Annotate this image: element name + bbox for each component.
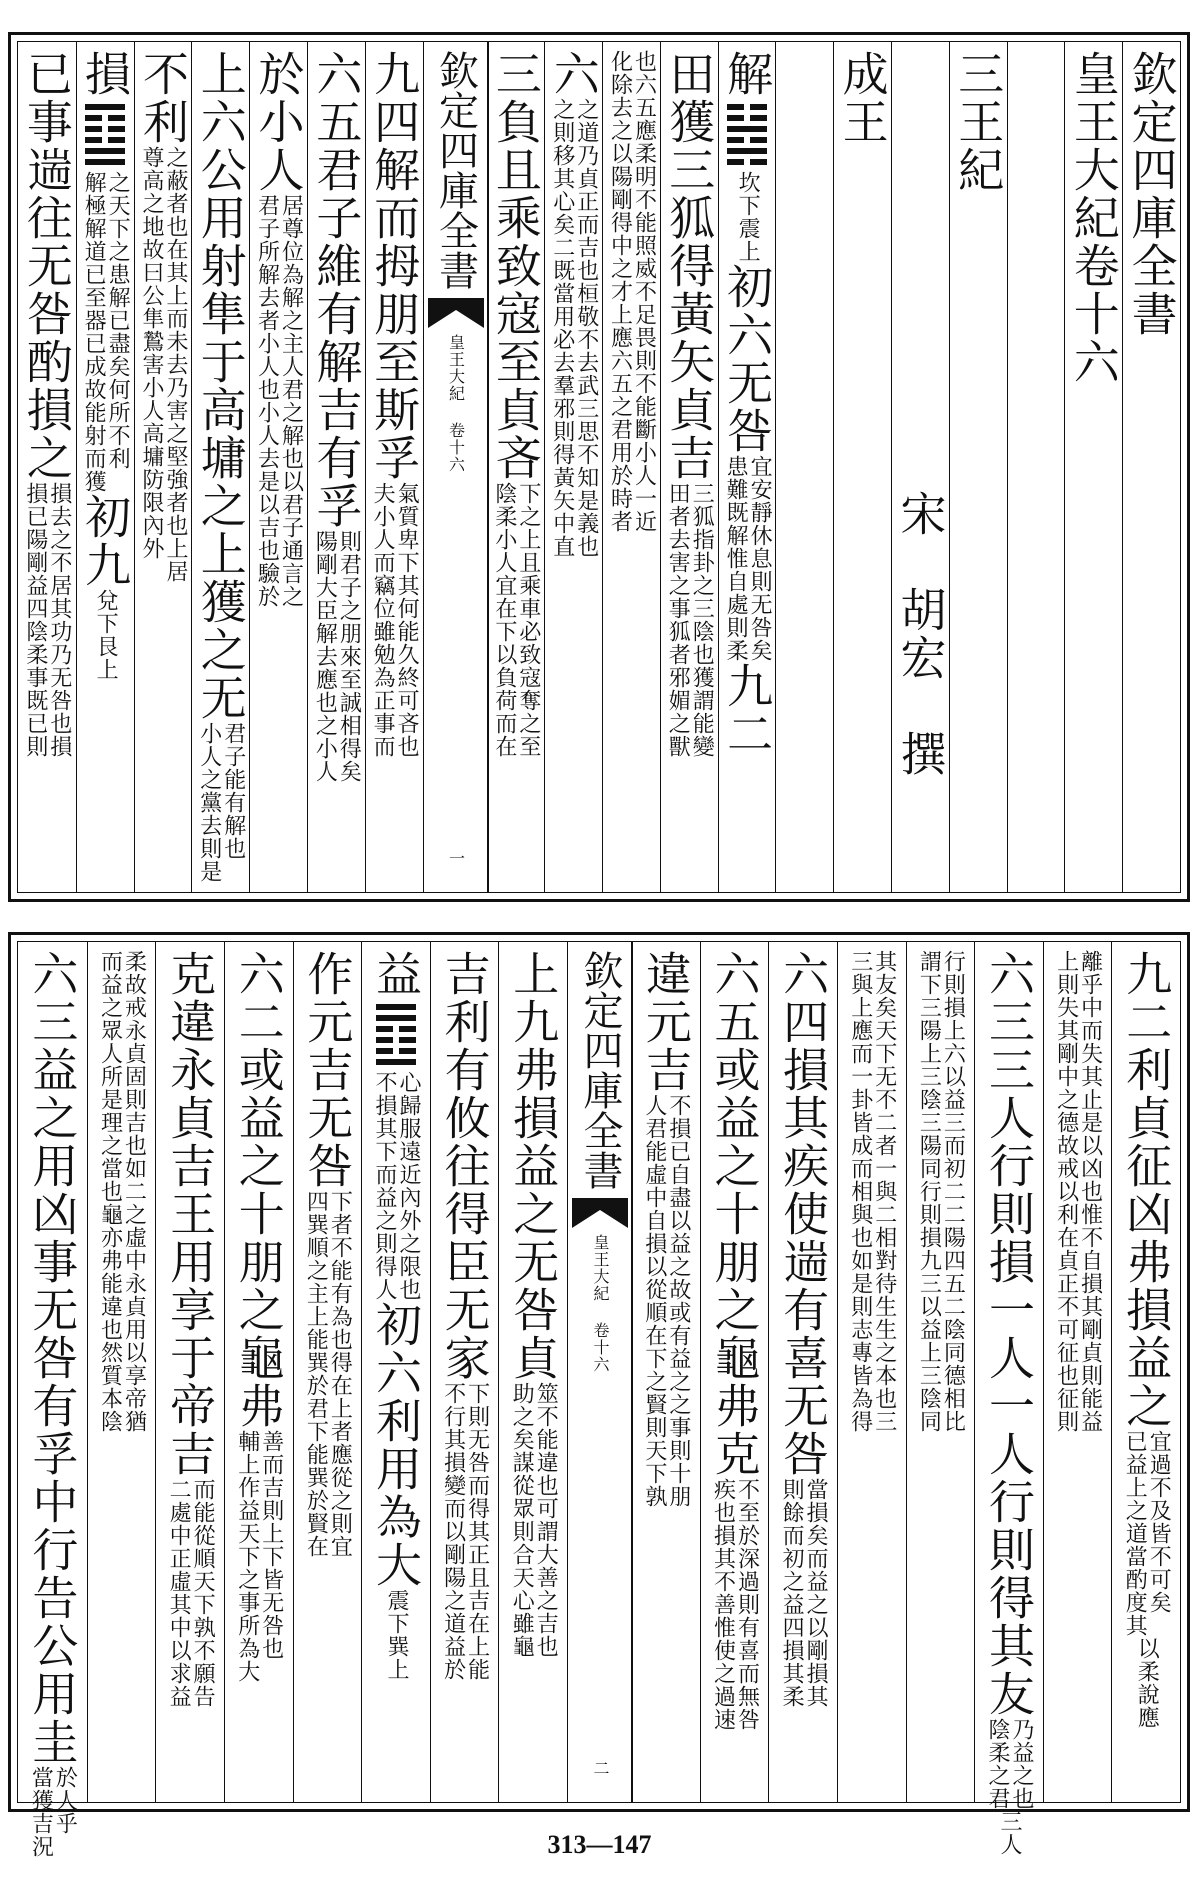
annotation-pair bbox=[665, 482, 715, 758]
annotation-pair bbox=[24, 482, 70, 758]
annotation-pair bbox=[442, 1382, 488, 1681]
annotation-line: 則君子之朋來至誠相得矣 bbox=[336, 530, 362, 783]
annotation-line: 解極解道已至器已成故能射而獲 bbox=[81, 171, 107, 493]
column-text: 欽定四庫全書 bbox=[1124, 50, 1179, 338]
text-column bbox=[18, 942, 87, 1858]
fishtail-mark-icon bbox=[428, 298, 484, 328]
main-text: 三負且乘致寇至貞吝 bbox=[488, 50, 543, 482]
main-text: 益 bbox=[368, 950, 423, 998]
text-column bbox=[191, 42, 249, 892]
annotation-pair bbox=[370, 482, 420, 758]
text-column bbox=[498, 942, 567, 1802]
fold-margin bbox=[423, 42, 489, 892]
annotation-line: 君子能有解也 bbox=[220, 722, 246, 860]
annotation-pair bbox=[312, 530, 362, 783]
text-column bbox=[87, 942, 156, 1802]
annotation-line: 而益之以剛損其 bbox=[803, 1547, 829, 1708]
annotation-line: 當獲吉況 bbox=[28, 1766, 54, 1858]
text-column bbox=[833, 42, 891, 892]
main-text: 六五君子維有解吉有孚 bbox=[309, 50, 364, 530]
annotation-line: 柔故戒永貞固則吉也如二之虛中永貞用以享帝猶 bbox=[121, 950, 147, 1433]
annotation-line: 上則失其剛中之德故戒以利在貞正不可征也征則 bbox=[1053, 950, 1079, 1433]
annotation-line: 小人之黨去則是 bbox=[196, 722, 222, 883]
annotation-line: 患難既解惟自處則柔 bbox=[723, 455, 749, 662]
text-column bbox=[602, 42, 660, 892]
main-text: 已事遄往无咎酌損之 bbox=[19, 50, 74, 482]
text-column bbox=[775, 42, 833, 892]
annotation-line: 謂下三陽上三陰三陽同行則損九三以益上三陰同 bbox=[916, 950, 942, 1433]
main-text: 於小人 bbox=[251, 50, 306, 194]
annotation-line: 君子所解去者小人也小人去是以吉也驗於 bbox=[254, 194, 280, 608]
annotation-line: 陰柔小人宜在下以負荷而在 bbox=[491, 482, 517, 758]
annotation-line: 四巽順之主上能巽於君下能巽於賢在 bbox=[303, 1190, 329, 1558]
annotation-pair bbox=[710, 1478, 760, 1731]
annotation-line: 不至於深過則有喜而無咎 bbox=[734, 1478, 760, 1731]
annotation-line: 化除去之以陽剛得中之才上應六五之君用於時者 bbox=[607, 50, 633, 533]
text-column bbox=[718, 42, 776, 892]
annotation-line: 乃益之也 bbox=[1008, 1718, 1034, 1810]
column-text: 皇王大紀卷十六 bbox=[1066, 50, 1121, 386]
annotation-line: 疾也損其不善惟使之過速 bbox=[710, 1478, 736, 1731]
text-column bbox=[906, 942, 975, 1802]
annotation-pair bbox=[509, 1382, 559, 1658]
column-text: 宋 胡宏 撰 bbox=[893, 490, 948, 778]
annotation-line: 陽剛大臣解去應也之小人 bbox=[312, 530, 338, 783]
annotation-line: 初之益四損其柔 bbox=[779, 1547, 805, 1708]
annotation-pair bbox=[303, 1190, 353, 1558]
annotation-line: 不損其下而益之則得人 bbox=[371, 1071, 397, 1301]
annotation-pair bbox=[551, 98, 597, 558]
text-column bbox=[631, 942, 700, 1802]
main-text: 上九弗損益之无咎貞 bbox=[506, 950, 561, 1382]
annotation-line: 於人乎 bbox=[52, 1766, 78, 1835]
main-text: 六 bbox=[546, 50, 601, 98]
annotation-pair bbox=[373, 1071, 419, 1301]
main-text: 九二利貞征凶弗損益之 bbox=[1119, 950, 1174, 1430]
fold-page-number: 一 bbox=[446, 850, 466, 866]
annotation-line: 助之矣謀從眾則合天心雖龜 bbox=[509, 1382, 535, 1658]
annotation-line: 損已陽剛益四陰柔事既已則 bbox=[22, 482, 48, 758]
annotation-line: 三與上應而一卦皆成而相與也如是則志專皆為得 bbox=[847, 950, 873, 1433]
top-page bbox=[8, 32, 1190, 902]
text-column bbox=[1111, 942, 1180, 1802]
fold-page-number: 二 bbox=[591, 1760, 610, 1776]
text-column bbox=[365, 42, 423, 892]
annotation-line: 之天下之患解已盡矣何所不利 bbox=[105, 171, 131, 470]
annotation-line: 心歸服遠近內外之限也 bbox=[395, 1071, 421, 1301]
annotation-pair bbox=[779, 1547, 829, 1708]
main-text: 六五或益之十朋之龜弗克 bbox=[707, 950, 762, 1478]
main-text: 違元吉 bbox=[638, 950, 693, 1094]
annotation-line: 居尊位為解之主人君之解也以君子通言之 bbox=[278, 194, 304, 608]
annotation-line: 當損矣 bbox=[803, 1478, 829, 1547]
text-column bbox=[949, 42, 1007, 892]
annotation-pair bbox=[140, 146, 186, 583]
text-column bbox=[134, 42, 192, 892]
annotation-line: 已益上之道當酌度其 bbox=[1122, 1430, 1148, 1637]
annotation-line: 損去之不居其功乃无咎也損 bbox=[46, 482, 72, 758]
annotation-line: 下則无咎而得其正且吉在上能 bbox=[464, 1382, 490, 1681]
annotation-line: 坎下震上 bbox=[735, 171, 761, 263]
annotation-line: 之道乃貞正而吉也桓敬不去武三思不知是義也 bbox=[573, 98, 599, 558]
annotation-pair bbox=[723, 455, 773, 662]
main-text: 六二或益之十朋之龜弗 bbox=[231, 950, 286, 1430]
text-column bbox=[974, 942, 1043, 1856]
text-column bbox=[18, 42, 76, 892]
main-text: 九二 bbox=[720, 662, 775, 758]
text-column bbox=[1064, 42, 1122, 892]
annotation-line: 三狐指卦之三陰也獲謂能變 bbox=[689, 482, 715, 758]
annotation-line: 下之上且乘車必致寇奪之至 bbox=[515, 482, 541, 758]
main-text: 吉利有攸往得臣无家 bbox=[437, 950, 492, 1382]
annotation-pair bbox=[236, 1430, 282, 1683]
annotation-line: 不行其損變而以剛陽之道益於 bbox=[440, 1382, 466, 1681]
main-text: 損 bbox=[78, 50, 133, 98]
text-column bbox=[487, 42, 545, 892]
annotation-line: 人君能虛中自損以從順在下之賢則天下孰 bbox=[641, 1094, 667, 1508]
annotation-line: 陰柔之君 bbox=[984, 1718, 1010, 1810]
main-text: 六三益之用凶事无咎有孚中行告公用圭 bbox=[25, 950, 80, 1766]
annotation-line: 三人 bbox=[996, 1810, 1022, 1856]
main-text: 九四解而拇朋至斯孚 bbox=[367, 50, 422, 482]
main-text: 不利 bbox=[135, 50, 190, 146]
annotation-line: 二處中正虛其中以求益 bbox=[166, 1478, 192, 1708]
annotation-pair bbox=[166, 1478, 216, 1708]
annotation-pair bbox=[256, 194, 302, 608]
annotation-line: 善而吉則上下皆无咎也 bbox=[258, 1430, 284, 1660]
annotation-line: 震下巽上 bbox=[383, 1589, 409, 1681]
text-column bbox=[293, 942, 362, 1802]
fold-volume: 皇王大紀 卷十六 bbox=[446, 334, 466, 473]
main-text: 解 bbox=[720, 50, 775, 98]
annotation-pair bbox=[986, 1718, 1032, 1810]
annotation-line: 輔上作益天下之事所為大 bbox=[234, 1430, 260, 1683]
top-page-frame bbox=[17, 41, 1181, 893]
text-column bbox=[768, 942, 837, 1802]
annotation-line: 之則移其心矣二既當用必去羣邪則得黃矢中直 bbox=[549, 98, 575, 558]
hexagram-icon bbox=[727, 104, 767, 165]
main-text: 田獲三狐得黃矢貞吉 bbox=[662, 50, 717, 482]
text-column bbox=[361, 942, 430, 1802]
annotation-line: 其友矣天下无不二者一與二相對待生生之本也三 bbox=[871, 950, 897, 1433]
annotation-pair bbox=[849, 950, 895, 1433]
annotation-pair bbox=[198, 722, 244, 883]
text-column bbox=[249, 42, 307, 892]
annotation-line: 氣質卑下其何能久終可吝也 bbox=[394, 482, 420, 758]
main-text: 上六公用射隼于高墉之上獲之无 bbox=[193, 50, 248, 722]
annotation-line: 而益之眾人所是理之當也龜亦弗能違也然質本陰 bbox=[97, 950, 123, 1433]
text-column bbox=[224, 942, 293, 1802]
fold-margin bbox=[567, 942, 633, 1802]
annotation-line: 夫小人而竊位雖勉為正事而 bbox=[370, 482, 396, 758]
annotation-line: 宜過不及皆不可矣 bbox=[1146, 1430, 1172, 1614]
annotation-line: 而能從順天下孰不願告 bbox=[190, 1478, 216, 1708]
column-text: 成王 bbox=[835, 50, 890, 146]
annotation-line: 田者去害之事狐者邪媚之獸 bbox=[665, 482, 691, 758]
text-column bbox=[700, 942, 769, 1802]
text-column bbox=[155, 942, 224, 1802]
text-column bbox=[837, 942, 906, 1802]
annotation-line: 之蔽者也在其上而未去乃害之堅強者也上居 bbox=[162, 146, 188, 583]
annotation-line: 行則損上六以益三而初二二陽四五二陰同德相比 bbox=[940, 950, 966, 1433]
annotation-line: 下者不能有為也得在上者應從之則宜 bbox=[327, 1190, 353, 1558]
annotation-line: 也六五應柔明不能照威不足畏則不能斷小人一近 bbox=[631, 50, 657, 533]
main-text: 克違永貞吉王用享于帝吉 bbox=[163, 950, 218, 1478]
text-column bbox=[660, 42, 718, 892]
annotation-pair bbox=[1055, 950, 1101, 1433]
annotation-pair bbox=[493, 482, 539, 758]
text-column bbox=[307, 42, 365, 892]
annotation-pair bbox=[643, 1094, 689, 1508]
annotation-line: 以柔說應 bbox=[1134, 1637, 1160, 1729]
annotation-line: 筮不能違也可謂大善之吉也 bbox=[533, 1382, 559, 1658]
text-column bbox=[1122, 42, 1180, 892]
fold-title: 欽定四庫全書 bbox=[432, 50, 479, 290]
hexagram-icon bbox=[376, 1004, 416, 1065]
fishtail-mark-icon bbox=[572, 1198, 628, 1228]
annotation-pair bbox=[1122, 1430, 1172, 1637]
annotation-pair bbox=[97, 950, 147, 1433]
column-text: 三王紀 bbox=[951, 50, 1006, 194]
main-text: 初六利用為大 bbox=[368, 1301, 423, 1589]
main-text: 初九 bbox=[78, 493, 133, 589]
hexagram-icon bbox=[85, 104, 125, 165]
main-text: 作元吉无咎 bbox=[300, 950, 355, 1190]
text-column bbox=[430, 942, 499, 1802]
annotation-line: 離乎中而失其止是以凶也惟不自損其剛貞則能益 bbox=[1077, 950, 1103, 1433]
main-text: 六三三人行則損一人一人行則得其友 bbox=[981, 950, 1036, 1718]
fold-title: 欽定四庫全書 bbox=[577, 950, 623, 1190]
page-number-footer: 313—147 bbox=[547, 1830, 652, 1859]
text-column bbox=[891, 42, 949, 892]
text-column bbox=[544, 42, 602, 892]
annotation-line: 宜安靜休息則无咎矣 bbox=[747, 455, 773, 662]
text-column bbox=[1007, 42, 1065, 892]
annotation-line: 則餘而 bbox=[779, 1478, 805, 1547]
fold-volume: 皇王大紀 卷十六 bbox=[591, 1234, 610, 1373]
main-text: 初六无咎 bbox=[720, 263, 775, 455]
annotation-pair bbox=[916, 950, 966, 1433]
annotation-pair bbox=[607, 50, 657, 533]
annotation-pair bbox=[81, 171, 131, 493]
annotation-line: 尊高之地故曰公隼鷙害小人高墉防限內外 bbox=[138, 146, 164, 560]
main-text: 六四損其疾使遄有喜无咎 bbox=[776, 950, 831, 1478]
annotation-line: 兌下艮上 bbox=[93, 589, 119, 681]
text-column bbox=[76, 42, 134, 892]
annotation-line: 不損已自盡以益之故或有益之之事則十朋 bbox=[665, 1094, 691, 1508]
annotation-pair bbox=[779, 1478, 829, 1547]
text-column bbox=[1043, 942, 1112, 1802]
